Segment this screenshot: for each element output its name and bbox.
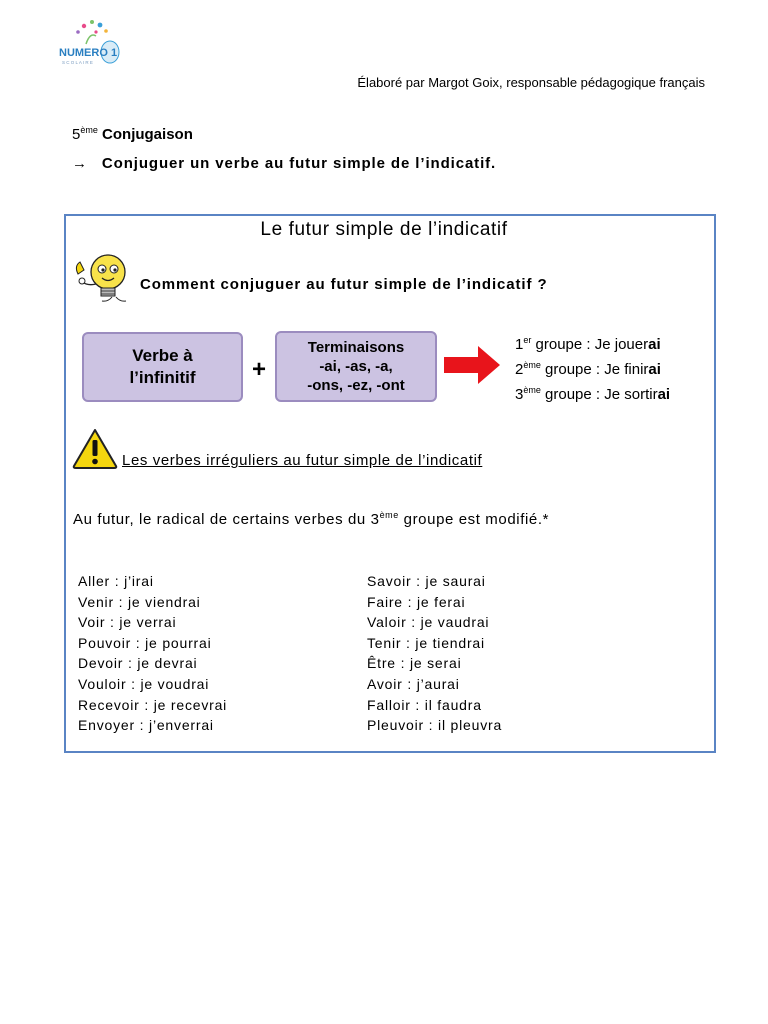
lesson-title: Le futur simple de l’indicatif <box>260 219 508 240</box>
lesson-question: Comment conjuguer au futur simple de l’indicatif ? <box>140 276 548 293</box>
verbs-left-column <box>78 571 227 736</box>
verb-item: Recevoir : je recevrai <box>78 696 228 713</box>
group-1-example: 1er groupe : Je jouerai <box>515 335 661 353</box>
verb-item: Être : je serai <box>367 655 462 672</box>
red-arrow-icon <box>444 346 500 384</box>
group-2-example: 2ème groupe : Je finirai <box>515 360 661 378</box>
verb-item: Envoyer : j’enverrai <box>78 717 214 734</box>
verb-item: Falloir : il faudra <box>367 696 482 713</box>
radical-note: Au futur, le radical de certains verbes du 3ème groupe est modifié.* <box>73 510 550 528</box>
group-examples <box>515 330 670 405</box>
verb-item: Devoir : je devrai <box>78 655 198 672</box>
level-heading: 5ème Conjugaison <box>72 125 193 143</box>
numero1-logo <box>56 14 122 70</box>
svg-text:S C O L A I R E: S C O L A I R E <box>62 60 93 65</box>
verb-item: Venir : je viendrai <box>78 593 201 610</box>
objective-line: → Conjuguer un verbe au futur simple de l’indicatif. <box>72 155 497 172</box>
verb-item: Savoir : je saurai <box>367 573 486 589</box>
verb-item: Aller : j’irai <box>78 573 154 589</box>
verb-item: Faire : je ferai <box>367 593 466 610</box>
verb-item: Pleuvoir : il pleuvra <box>367 717 503 734</box>
infinitive-box: Verbe à l’infinitif <box>82 332 243 402</box>
verbs-right-column <box>367 571 502 736</box>
right-arrow-icon: → <box>72 155 88 172</box>
author-line: Élaboré par Margot Goix, responsable pédagogique français <box>357 75 705 90</box>
irregular-heading: Les verbes irréguliers au futur simple de l’indicatif <box>122 452 483 469</box>
verb-item: Pouvoir : je pourrai <box>78 634 212 651</box>
verb-item: Avoir : j’aurai <box>367 675 460 692</box>
verb-item: Vouloir : je voudrai <box>78 675 210 692</box>
verb-item: Valoir : je vaudrai <box>367 614 490 631</box>
verb-item: Tenir : je tiendrai <box>367 634 485 651</box>
verb-item: Voir : je verrai <box>78 614 177 631</box>
svg-text:NUMERO 1: NUMERO 1 <box>59 47 118 59</box>
plus-sign: + <box>252 356 267 383</box>
endings-box: Terminaisons -ai, -as, -a, -ons, -ez, -ont <box>275 331 437 402</box>
group-3-example: 3ème groupe : Je sortirai <box>515 385 671 403</box>
warning-icon <box>72 428 118 470</box>
lightbulb-icon <box>72 252 134 302</box>
